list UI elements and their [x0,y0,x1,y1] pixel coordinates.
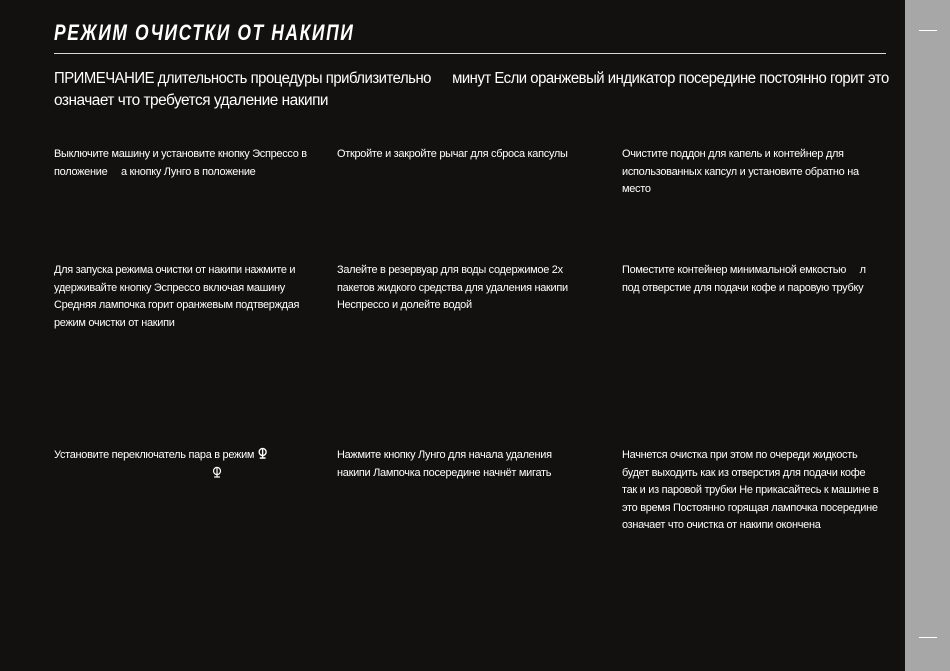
step-7-line [54,447,316,466]
step-4-line: Средняя лампочка горит оранжевым подтверждая [54,299,300,311]
step-8 [337,447,607,482]
step-1 [54,146,324,181]
note-text-a: ПРИМЕЧАНИЕ длительность процедуры приблизительно [54,70,431,87]
step-2 [337,146,607,164]
step-5-line: Неспрессо и долейте водой [337,299,472,311]
note-line-2: означает что требуется удаление накипи [54,92,329,109]
step-9-line: так и из паровой трубки Не прикасайтесь к машине в [622,484,879,496]
note-line-1 [54,68,889,90]
step-4 [54,262,324,332]
step-9-line: Начнется очистка при этом по очереди жидкость [622,449,858,461]
step-1-text: положение [54,165,108,178]
page-title: РЕЖИМ ОЧИСТКИ ОТ НАКИПИ [54,20,355,45]
step-9-line: это время Постоянно горящая лампочка посередине [622,501,878,514]
title-divider [54,53,886,54]
step-6-text: Поместите контейнер минимальной емкостью [622,264,847,276]
step-6 [622,262,892,297]
sidebar-top-mark [919,30,937,31]
step-7-text: Установите переключатель пара в режим [54,449,255,461]
step-5-line: Залейте в резервуар для воды содержимое 2х [337,264,563,276]
step-4-line: Для запуска режима очистки от накипи нажмите и [54,264,296,276]
step-3 [622,146,892,199]
step-3-line: место [622,183,651,195]
step-4-line: режим очистки от накипи [54,316,175,329]
step-6-line [622,262,884,280]
step-3-line: Очистите поддон для капель и контейнер для [622,148,844,160]
step-2-line: Откройте и закройте рычаг для сброса капсулы [337,148,568,160]
step-8-line: Нажмите кнопку Лунго для начала удаления [337,449,552,461]
step-8-line: накипи Лампочка посередине начнёт мигать [337,466,552,479]
steam-dial-icon [211,466,223,485]
sidebar-bottom-mark [919,637,937,638]
steam-dial-icon [257,447,269,466]
step-5 [337,262,607,315]
step-3-line: использованных капсул и установите обратно на [622,165,859,178]
step-7 [54,447,324,484]
step-9-line: будет выходить как из отверстия для подачи кофе [622,466,866,479]
note-text-b: минут Если оранжевый индикатор посередине постоянно горит это [452,70,889,87]
step-7-line [54,466,316,485]
step-1-line [54,164,316,182]
step-6-line: под отверстие для подачи кофе и паровую трубку [622,281,864,294]
step-4-line: удерживайте кнопку Эспрессо включая машину [54,281,285,294]
step-9 [622,447,892,535]
step-6-text: л [859,264,866,276]
step-1-line: Выключите машину и установите кнопку Эспрессо в [54,148,307,160]
page-sidebar [905,0,950,671]
step-9-line: означает что очистка от накипи окончена [622,519,821,531]
note-block [54,68,894,112]
step-5-line: пакетов жидкого средства для удаления накипи [337,281,568,294]
step-1-text: а кнопку Лунго в положение [120,165,256,178]
